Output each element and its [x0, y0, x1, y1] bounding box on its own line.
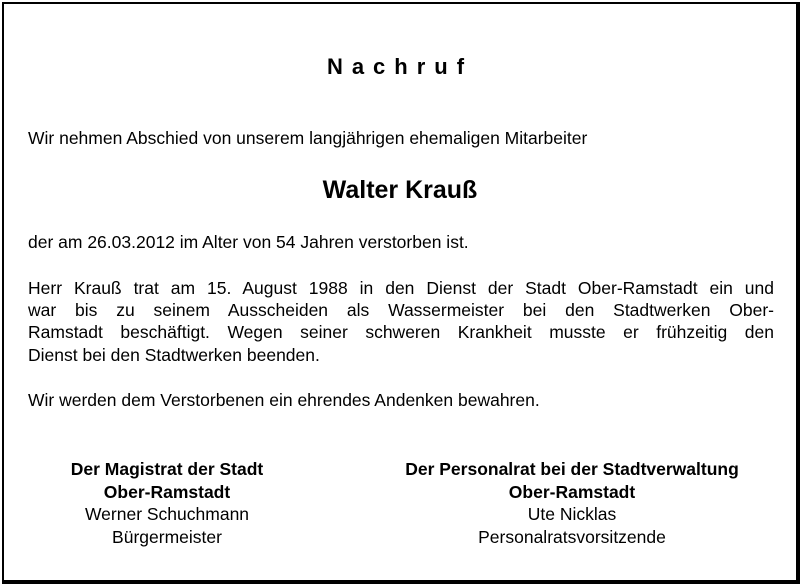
- obituary-title: Nachruf: [326, 54, 474, 79]
- body-line-2: war bis zu seinem Ausscheiden als Wassermeister bei den Stadtwerken Ober-: [28, 300, 774, 320]
- left-org-line1: Der Magistrat der Stadt: [70, 459, 264, 479]
- death-date-text: der am 26.03.2012 im Alter von 54 Jahren verstorben ist.: [28, 232, 469, 252]
- right-signatory-role: Personalratsvorsitzende: [478, 527, 666, 547]
- left-signatory-name: Werner Schuchmann: [84, 504, 250, 524]
- right-org-line1: Der Personalrat bei der Stadtverwaltung: [405, 459, 739, 479]
- right-signatory-name: Ute Nicklas: [527, 504, 617, 524]
- right-org-line2: Ober-Ramstadt: [508, 482, 636, 502]
- intro-text: Wir nehmen Abschied von unserem langjährigen ehemaligen Mitarbeiter: [28, 128, 588, 148]
- body-line-4: Dienst bei den Stadtwerken beenden.: [28, 345, 320, 365]
- deceased-name: Walter Krauß: [322, 176, 478, 204]
- body-line-3: Ramstadt beschäftigt. Wegen seiner schweren Krankheit musste er frühzeitig den: [28, 322, 774, 342]
- body-line-1: Herr Krauß trat am 15. August 1988 in den Dienst der Stadt Ober-Ramstadt ein und: [28, 278, 774, 298]
- obituary-frame: [2, 2, 800, 584]
- left-signatory-role: Bürgermeister: [112, 527, 222, 547]
- left-org-line2: Ober-Ramstadt: [103, 482, 231, 502]
- closing-text: Wir werden dem Verstorbenen ein ehrendes Andenken bewahren.: [28, 390, 540, 410]
